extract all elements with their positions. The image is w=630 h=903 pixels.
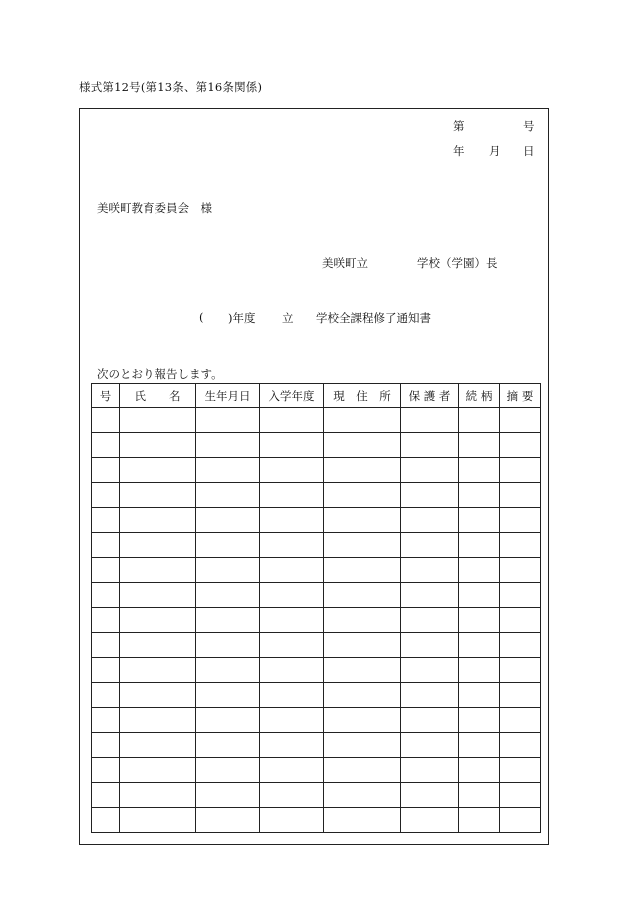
table-cell [120, 633, 196, 658]
table-cell [500, 458, 541, 483]
table-cell [500, 483, 541, 508]
table-cell [260, 458, 324, 483]
table-cell [401, 433, 459, 458]
table-cell [324, 708, 401, 733]
table-cell [324, 633, 401, 658]
table-cell [260, 558, 324, 583]
table-cell [324, 458, 401, 483]
table-cell [196, 658, 260, 683]
title-fiscal-year: )年度 [228, 311, 256, 325]
table-cell [401, 758, 459, 783]
table-row [92, 683, 541, 708]
table-cell [500, 783, 541, 808]
table-cell [324, 533, 401, 558]
table-cell [459, 558, 500, 583]
table-cell [500, 508, 541, 533]
roster-body [92, 408, 541, 833]
table-cell [401, 808, 459, 833]
table-cell [120, 583, 196, 608]
table-cell [459, 508, 500, 533]
table-row [92, 783, 541, 808]
document-title: 学校全課程修了通知書 [316, 311, 431, 325]
table-cell [459, 733, 500, 758]
table-row [92, 558, 541, 583]
table-cell [500, 633, 541, 658]
table-cell [92, 558, 120, 583]
header-guardian: 保 護 者 [401, 384, 459, 408]
table-cell [92, 708, 120, 733]
table-cell [196, 608, 260, 633]
table-cell [500, 758, 541, 783]
table-cell [500, 733, 541, 758]
table-cell [324, 808, 401, 833]
table-cell [401, 533, 459, 558]
table-cell [92, 608, 120, 633]
table-cell [500, 658, 541, 683]
header-enrollment-year: 入学年度 [260, 384, 324, 408]
title-open-paren: ( [199, 310, 204, 324]
table-cell [401, 483, 459, 508]
table-cell [196, 758, 260, 783]
table-cell [196, 533, 260, 558]
table-cell [120, 458, 196, 483]
table-cell [324, 483, 401, 508]
table-cell [260, 783, 324, 808]
table-cell [120, 658, 196, 683]
table-cell [92, 758, 120, 783]
form-caption: 様式第12号(第13条、第16条関係) [79, 80, 263, 94]
table-cell [459, 808, 500, 833]
header-relationship: 続 柄 [459, 384, 500, 408]
table-cell [401, 683, 459, 708]
table-row [92, 483, 541, 508]
table-cell [120, 533, 196, 558]
table-cell [401, 633, 459, 658]
table-row [92, 533, 541, 558]
table-cell [92, 733, 120, 758]
table-cell [324, 583, 401, 608]
table-cell [92, 658, 120, 683]
header-number: 号 [92, 384, 120, 408]
table-cell [500, 533, 541, 558]
table-cell [196, 633, 260, 658]
table-cell [260, 708, 324, 733]
table-cell [459, 433, 500, 458]
notification-form [79, 108, 549, 845]
table-cell [260, 508, 324, 533]
table-cell [92, 808, 120, 833]
table-cell [196, 508, 260, 533]
table-cell [324, 508, 401, 533]
table-cell [92, 483, 120, 508]
table-cell [196, 733, 260, 758]
table-cell [500, 558, 541, 583]
table-cell [120, 683, 196, 708]
table-cell [196, 808, 260, 833]
table-cell [500, 433, 541, 458]
table-cell [260, 658, 324, 683]
table-cell [196, 583, 260, 608]
table-cell [500, 808, 541, 833]
table-cell [401, 783, 459, 808]
table-cell [92, 433, 120, 458]
table-cell [120, 558, 196, 583]
table-header-row [92, 384, 541, 408]
table-cell [459, 683, 500, 708]
table-row [92, 408, 541, 433]
table-cell [500, 583, 541, 608]
table-cell [324, 558, 401, 583]
table-cell [120, 783, 196, 808]
table-cell [459, 658, 500, 683]
table-row [92, 608, 541, 633]
date-year: 年 [453, 144, 465, 158]
table-cell [120, 608, 196, 633]
table-cell [92, 458, 120, 483]
table-cell [196, 408, 260, 433]
table-cell [120, 733, 196, 758]
table-cell [500, 408, 541, 433]
table-cell [260, 408, 324, 433]
table-row [92, 758, 541, 783]
table-cell [260, 633, 324, 658]
header-birthdate: 生年月日 [196, 384, 260, 408]
table-cell [92, 683, 120, 708]
table-cell [401, 508, 459, 533]
table-cell [260, 583, 324, 608]
table-row [92, 733, 541, 758]
table-row [92, 508, 541, 533]
table-cell [120, 808, 196, 833]
table-cell [260, 608, 324, 633]
header-address: 現 住 所 [324, 384, 401, 408]
table-row [92, 633, 541, 658]
table-cell [260, 483, 324, 508]
table-cell [260, 533, 324, 558]
table-cell [324, 733, 401, 758]
table-cell [324, 658, 401, 683]
table-cell [324, 783, 401, 808]
table-cell [459, 783, 500, 808]
table-row [92, 658, 541, 683]
table-cell [459, 608, 500, 633]
addressee: 美咲町教育委員会 様 [97, 201, 212, 215]
table-cell [92, 583, 120, 608]
table-row [92, 458, 541, 483]
table-cell [401, 733, 459, 758]
table-row [92, 808, 541, 833]
table-cell [120, 708, 196, 733]
table-cell [324, 683, 401, 708]
table-cell [120, 508, 196, 533]
table-cell [196, 783, 260, 808]
table-cell [500, 683, 541, 708]
table-cell [324, 408, 401, 433]
table-cell [401, 583, 459, 608]
table-row [92, 433, 541, 458]
table-cell [92, 533, 120, 558]
table-cell [459, 408, 500, 433]
number-suffix: 号 [523, 119, 535, 133]
table-cell [324, 758, 401, 783]
table-cell [92, 408, 120, 433]
table-cell [196, 433, 260, 458]
number-prefix: 第 [453, 119, 465, 133]
table-cell [196, 708, 260, 733]
table-cell [196, 558, 260, 583]
table-row [92, 708, 541, 733]
table-cell [324, 608, 401, 633]
sender-school: 学校（学園）長 [417, 256, 498, 270]
table-row [92, 583, 541, 608]
date-day: 日 [523, 144, 535, 158]
header-remarks: 摘 要 [500, 384, 541, 408]
student-roster-table [91, 383, 541, 833]
table-cell [401, 458, 459, 483]
table-cell [459, 758, 500, 783]
table-cell [459, 533, 500, 558]
table-cell [401, 658, 459, 683]
date-month: 月 [489, 144, 501, 158]
table-cell [500, 708, 541, 733]
sender-town: 美咲町立 [322, 256, 368, 270]
table-cell [459, 583, 500, 608]
table-cell [401, 708, 459, 733]
table-cell [92, 508, 120, 533]
table-cell [120, 758, 196, 783]
table-cell [196, 483, 260, 508]
table-cell [92, 783, 120, 808]
table-cell [459, 483, 500, 508]
table-cell [92, 633, 120, 658]
table-cell [120, 408, 196, 433]
table-cell [260, 808, 324, 833]
table-cell [459, 633, 500, 658]
table-cell [401, 608, 459, 633]
table-cell [120, 483, 196, 508]
table-cell [500, 608, 541, 633]
table-cell [196, 683, 260, 708]
table-cell [401, 408, 459, 433]
table-cell [260, 733, 324, 758]
header-name: 氏 名 [120, 384, 196, 408]
table-cell [324, 433, 401, 458]
table-cell [260, 683, 324, 708]
table-cell [459, 458, 500, 483]
table-cell [260, 758, 324, 783]
intro-text: 次のとおり報告します。 [97, 367, 223, 381]
title-establishment: 立 [282, 311, 294, 325]
table-cell [120, 433, 196, 458]
table-cell [260, 433, 324, 458]
table-cell [401, 558, 459, 583]
table-cell [459, 708, 500, 733]
table-cell [196, 458, 260, 483]
